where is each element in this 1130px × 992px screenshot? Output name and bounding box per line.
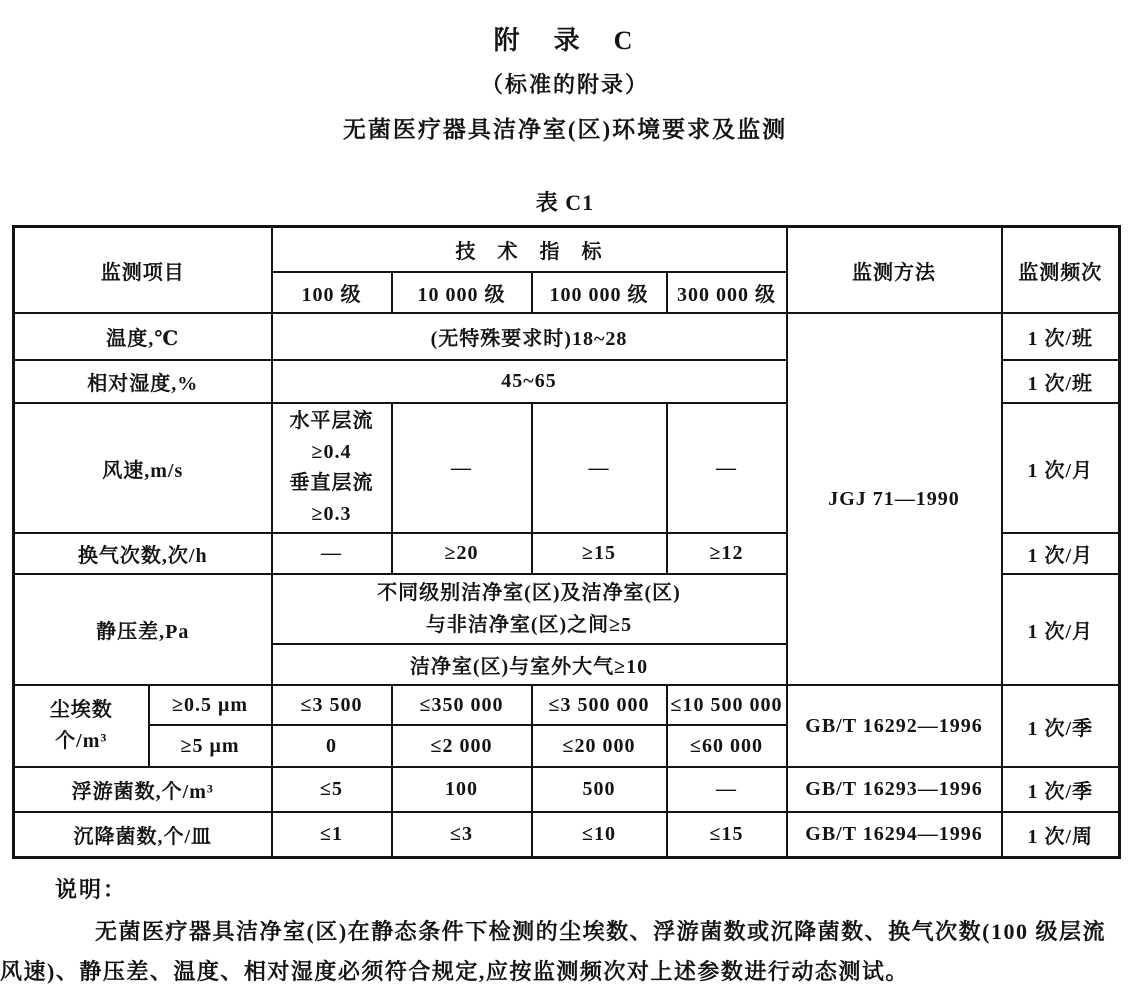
cell-pressure-label: 静压差,Pa [14,574,272,685]
cell-settling-method: GB/T 16294—1996 [787,812,1002,857]
cell-pressure-value-1: 不同级别洁净室(区)及洁净室(区) 与非洁净室(区)之间≥5 [272,574,787,644]
cell-temperature-label: 温度,℃ [14,313,272,360]
cell-temperature-value: (无特殊要求时)18~28 [272,313,787,360]
cell-dust-method: GB/T 16292—1996 [787,685,1002,767]
cell-airborne-class100: ≤5 [272,767,392,812]
cell-dust-label: 尘埃数 个/m³ [14,685,149,767]
cell-humidity-freq: 1 次/班 [1002,360,1120,403]
cell-dust-sub-5um: ≥5 μm [149,725,272,767]
row-settling-bacteria [14,812,1120,857]
cell-dust05-class100000: ≤3 500 000 [532,685,667,725]
cell-air-class300000: ≥12 [667,533,787,574]
cell-settling-freq: 1 次/周 [1002,812,1120,857]
cell-dust-freq: 1 次/季 [1002,685,1120,767]
cell-air-class100: — [272,533,392,574]
row-dust-05um [14,685,1120,725]
note-block [0,873,1130,992]
header-class-100: 100 级 [272,272,392,313]
cell-wind-class100000: — [532,403,667,533]
cell-pressure-freq: 1 次/月 [1002,574,1120,685]
cell-air-freq: 1 次/月 [1002,533,1120,574]
cell-dust5-class10000: ≤2 000 [392,725,532,767]
header-tech-index: 技 术 指 标 [272,226,787,272]
cell-dust5-class300000: ≤60 000 [667,725,787,767]
header-frequency: 监测频次 [1002,226,1120,313]
cell-wind-class10000: — [392,403,532,533]
cell-dust05-class100: ≤3 500 [272,685,392,725]
cell-wind-class300000: — [667,403,787,533]
row-temperature [14,313,1120,360]
cell-air-class100000: ≥15 [532,533,667,574]
cell-settling-class100: ≤1 [272,812,392,857]
cell-humidity-value: 45~65 [272,360,787,403]
cell-dust-sub-05um: ≥0.5 μm [149,685,272,725]
cell-humidity-label: 相对湿度,% [14,360,272,403]
cell-settling-class300000: ≤15 [667,812,787,857]
document-title: 无菌医疗器具洁净室(区)环境要求及监测 [342,116,788,142]
cell-settling-class100000: ≤10 [532,812,667,857]
cell-dust5-class100000: ≤20 000 [532,725,667,767]
header-method: 监测方法 [787,226,1002,313]
cell-dust05-class300000: ≤10 500 000 [667,685,787,725]
appendix-subtitle: （标准的附录） [480,71,649,97]
cell-air-class10000: ≥20 [392,533,532,574]
header-item: 监测项目 [14,226,272,313]
header-class-100000: 100 000 级 [532,272,667,313]
cell-airborne-label: 浮游菌数,个/m³ [14,767,272,812]
header-row-1 [14,226,1120,272]
header-class-300000: 300 000 级 [667,272,787,313]
cell-method-jgj: JGJ 71—1990 [787,313,1002,685]
appendix-title: 附 录 C [493,26,637,55]
title-block [0,24,1130,144]
cell-temperature-freq: 1 次/班 [1002,313,1120,360]
cell-airborne-class300000: — [667,767,787,812]
cell-wind-class100: 水平层流 ≥0.4 垂直层流 ≥0.3 [272,403,392,533]
cell-settling-label: 沉降菌数,个/皿 [14,812,272,857]
cell-airborne-class10000: 100 [392,767,532,812]
cell-air-label: 换气次数,次/h [14,533,272,574]
cell-wind-label: 风速,m/s [14,403,272,533]
cell-settling-class10000: ≤3 [392,812,532,857]
header-class-10000: 10 000 级 [392,272,532,313]
cell-dust5-class100: 0 [272,725,392,767]
note-text: 无菌医疗器具洁净室(区)在静态条件下检测的尘埃数、浮游菌数或沉降菌数、换气次数(100 级层流风速)、静压差、温度、相对湿度必须符合规定,应按监测频次对上述参数进行动态测试。 [0,918,1106,984]
cell-pressure-value-2: 洁净室(区)与室外大气≥10 [272,644,787,685]
cell-dust05-class10000: ≤350 000 [392,685,532,725]
cell-airborne-class100000: 500 [532,767,667,812]
cell-wind-freq: 1 次/月 [1002,403,1120,533]
note-label: 说明： [55,876,128,902]
spec-table [12,225,1121,859]
cell-airborne-method: GB/T 16293—1996 [787,767,1002,812]
table-caption: 表 C1 [535,189,595,215]
row-airborne-bacteria [14,767,1120,812]
cell-airborne-freq: 1 次/季 [1002,767,1120,812]
